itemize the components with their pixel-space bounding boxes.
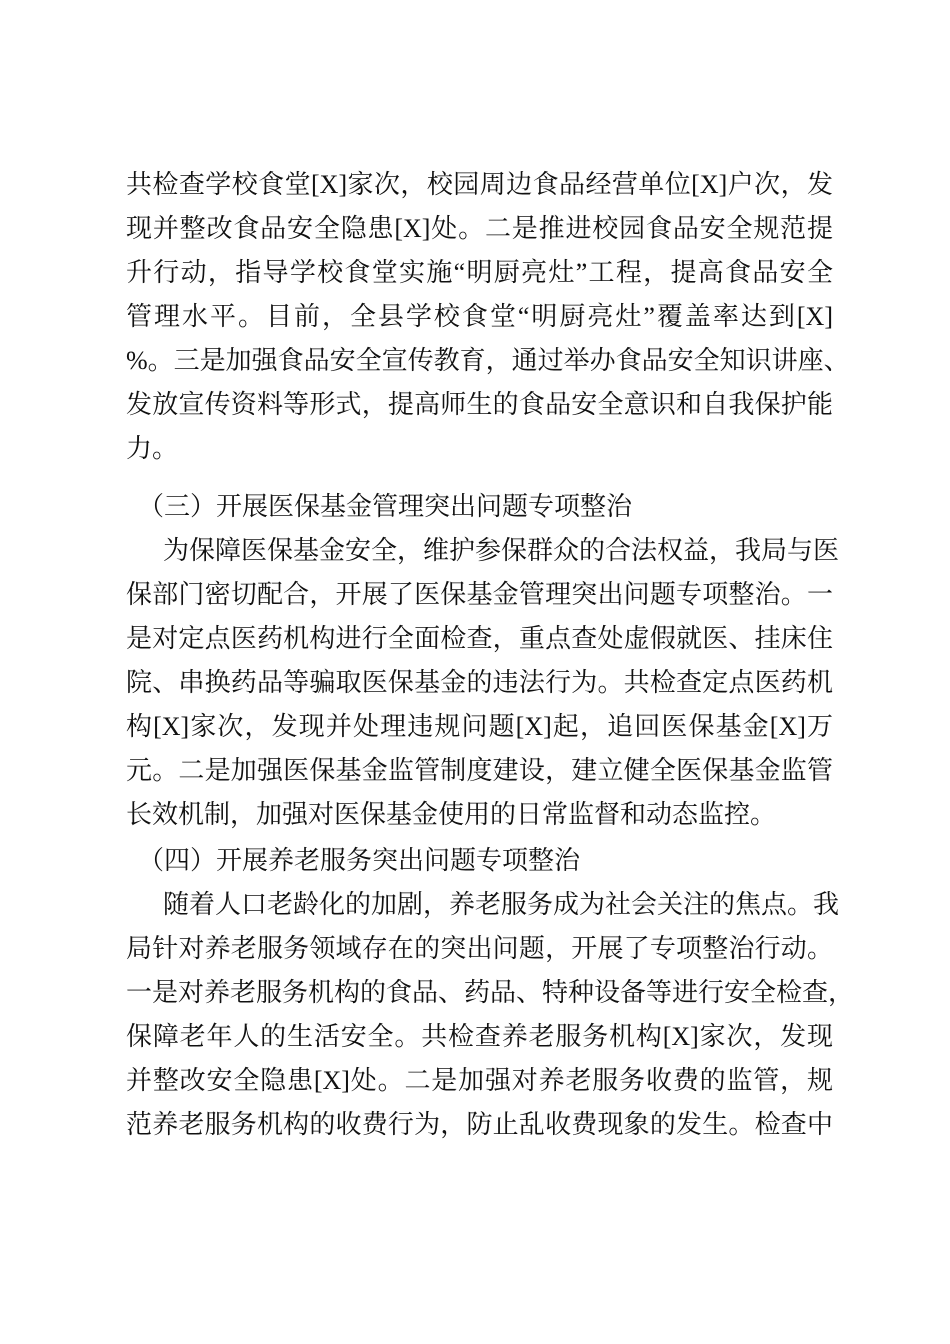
paragraph-line: 局针对养老服务领域存在的突出问题，开展了专项整治行动。 [126, 934, 833, 963]
section-heading-3: （三）开展医保基金管理突出问题专项整治 [138, 492, 633, 521]
paragraph-line: 现并整改食品安全隐患[X]处。二是推进校园食品安全规范提 [126, 214, 833, 243]
paragraph-line: 元。二是加强医保基金监管制度建设，建立健全医保基金监管 [126, 756, 833, 785]
paragraph-line: 范养老服务机构的收费行为，防止乱收费现象的发生。检查中 [126, 1110, 833, 1139]
paragraph-line: 保障老年人的生活安全。共检查养老服务机构[X]家次，发现 [126, 1022, 833, 1051]
paragraph-line: 保部门密切配合，开展了医保基金管理突出问题专项整治。一 [126, 580, 833, 609]
paragraph-line: 是对定点医药机构进行全面检查，重点查处虚假就医、挂床住 [126, 624, 833, 653]
paragraph-line: 发放宣传资料等形式，提高师生的食品安全意识和自我保护能 [126, 390, 833, 419]
paragraph-line: 力。 [126, 434, 179, 463]
paragraph-line: 共检查学校食堂[X]家次，校园周边食品经营单位[X]户次，发 [126, 170, 833, 199]
paragraph-line: 一是对养老服务机构的食品、药品、特种设备等进行安全检查， [126, 978, 855, 1007]
paragraph-line: 管理水平。目前，全县学校食堂“明厨亮灶”覆盖率达到[X] [126, 302, 833, 331]
paragraph-line: 构[X]家次，发现并处理违规问题[X]起，追回医保基金[X]万 [126, 712, 833, 741]
paragraph-line: 升行动，指导学校食堂实施“明厨亮灶”工程，提高食品安全 [126, 258, 833, 287]
paragraph-line: 为保障医保基金安全，维护参保群众的合法权益，我局与医 [163, 536, 840, 565]
paragraph-line: 院、串换药品等骗取医保基金的违法行为。共检查定点医药机 [126, 668, 833, 697]
paragraph-line: 长效机制，加强对医保基金使用的日常监督和动态监控。 [126, 800, 777, 829]
paragraph-line: 随着人口老龄化的加剧，养老服务成为社会关注的焦点。我 [163, 890, 840, 919]
section-heading-4: （四）开展养老服务突出问题专项整治 [138, 846, 581, 875]
paragraph-line: %。三是加强食品安全宣传教育，通过举办食品安全知识讲座、 [126, 346, 850, 375]
paragraph-line: 并整改安全隐患[X]处。二是加强对养老服务收费的监管，规 [126, 1066, 833, 1095]
